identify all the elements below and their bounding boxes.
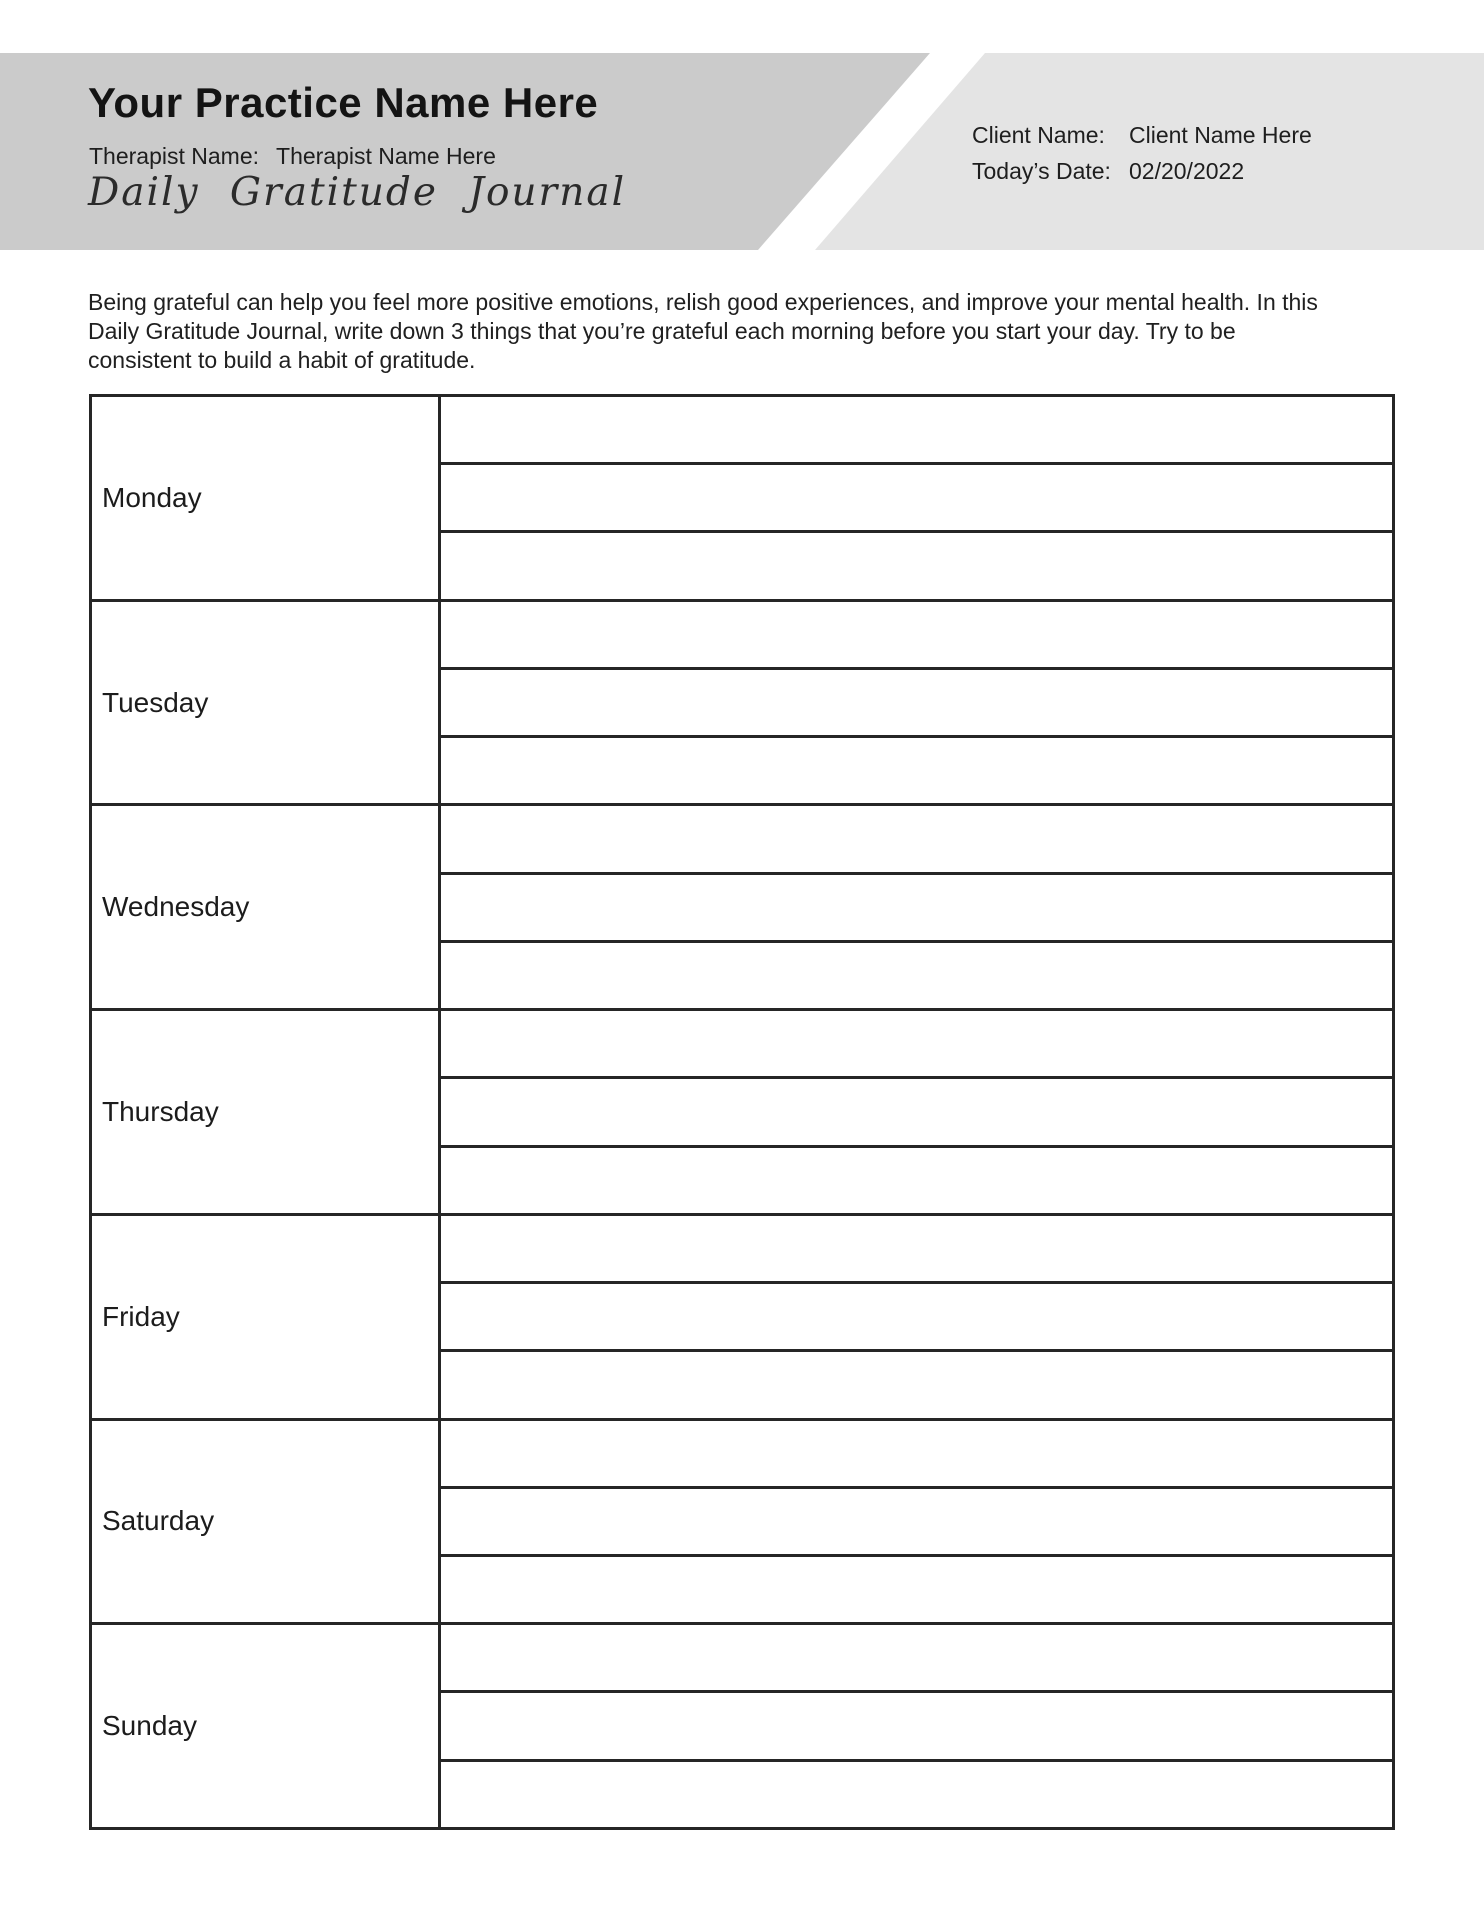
gratitude-line[interactable]: [440, 600, 1394, 668]
todays-date-label: Today’s Date:: [972, 158, 1111, 184]
gratitude-line[interactable]: [440, 1555, 1394, 1623]
gratitude-line[interactable]: [440, 396, 1394, 464]
client-name-value: Client Name Here: [1129, 122, 1312, 148]
gratitude-line[interactable]: [440, 737, 1394, 805]
gratitude-line[interactable]: [440, 805, 1394, 873]
day-cell-wednesday: Wednesday: [91, 805, 440, 1010]
todays-date-value: 02/20/2022: [1129, 158, 1245, 184]
gratitude-line[interactable]: [440, 1487, 1394, 1555]
gratitude-table: [89, 394, 1395, 1830]
intro-paragraph: [88, 288, 1408, 375]
gratitude-line[interactable]: [440, 1351, 1394, 1419]
gratitude-line[interactable]: [440, 1214, 1394, 1282]
day-cell-tuesday: Tuesday: [91, 600, 440, 805]
day-row-friday: [91, 1214, 1394, 1282]
document-title: Daily Gratitude Journal: [88, 170, 627, 215]
therapist-name-line: [89, 145, 496, 168]
gratitude-line[interactable]: [440, 668, 1394, 736]
day-cell-monday: Monday: [91, 396, 440, 601]
gratitude-line[interactable]: [440, 1283, 1394, 1351]
intro-line: Being grateful can help you feel more positive emotions, relish good experiences, and improve your mental health. In this: [88, 289, 1318, 315]
day-row-tuesday: [91, 600, 1394, 668]
gratitude-line[interactable]: [440, 1146, 1394, 1214]
gratitude-line[interactable]: [440, 1010, 1394, 1078]
gratitude-line[interactable]: [440, 1692, 1394, 1760]
therapist-name-label: Therapist Name:: [89, 143, 260, 169]
gratitude-line[interactable]: [440, 941, 1394, 1009]
gratitude-line[interactable]: [440, 1760, 1394, 1828]
therapist-name-value: Therapist Name Here: [276, 143, 496, 169]
client-name-label: Client Name:: [972, 122, 1105, 148]
intro-line: consistent to build a habit of gratitude.: [88, 347, 476, 373]
day-row-thursday: [91, 1010, 1394, 1078]
gratitude-line[interactable]: [440, 464, 1394, 532]
day-cell-thursday: Thursday: [91, 1010, 440, 1215]
practice-name-title: Your Practice Name Here: [88, 79, 599, 126]
day-row-saturday: [91, 1419, 1394, 1487]
day-cell-sunday: Sunday: [91, 1624, 440, 1829]
gratitude-line[interactable]: [440, 1078, 1394, 1146]
day-cell-friday: Friday: [91, 1214, 440, 1419]
day-row-sunday: [91, 1624, 1394, 1692]
gratitude-line[interactable]: [440, 532, 1394, 600]
gratitude-line[interactable]: [440, 873, 1394, 941]
client-info-block: [972, 117, 1312, 189]
gratitude-line[interactable]: [440, 1419, 1394, 1487]
gratitude-line[interactable]: [440, 1624, 1394, 1692]
day-cell-saturday: Saturday: [91, 1419, 440, 1624]
day-row-monday: [91, 396, 1394, 464]
intro-line: Daily Gratitude Journal, write down 3 things that you’re grateful each morning before you start your day. Try to be: [88, 318, 1236, 344]
day-row-wednesday: [91, 805, 1394, 873]
